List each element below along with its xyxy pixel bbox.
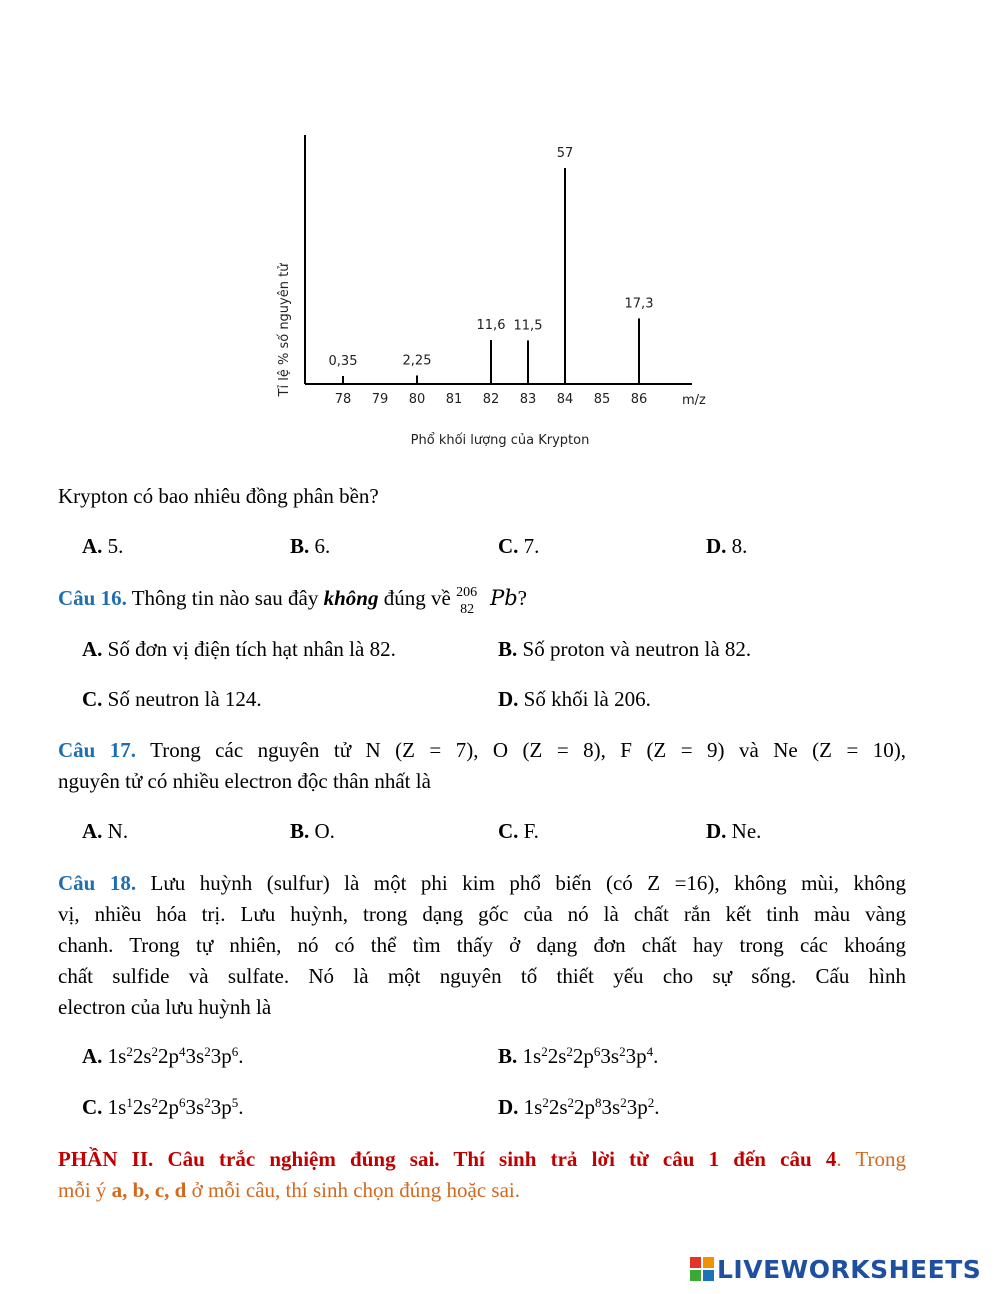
q15-option-d[interactable] (706, 531, 747, 561)
peak-label-80: 2,25 (402, 353, 432, 369)
logo-square-green (690, 1270, 701, 1281)
orbital: 3p (210, 1095, 232, 1119)
option-letter: A. (82, 534, 103, 558)
nuclide-mass-number: 206 (456, 585, 478, 600)
x-tick-label: 86 (630, 392, 648, 407)
orbital-electron-count: 2 (126, 1044, 133, 1059)
chart-title: Phổ khối lượng của Krypton (410, 433, 590, 448)
option-text: Số neutron là 124. (102, 687, 262, 711)
orbital: 3p (210, 1044, 232, 1068)
peak-label-78: 0,35 (328, 354, 358, 369)
option-letter: A. (82, 637, 103, 661)
orbital-electron-count: 2 (204, 1095, 211, 1110)
option-letter: D. (498, 1095, 519, 1119)
x-tick-label: 80 (408, 392, 426, 407)
option-letter: C. (82, 1095, 103, 1119)
y-axis-label: Tỉ lệ % số nguyên tử (277, 263, 292, 397)
q18-number: Câu 18. (58, 871, 137, 895)
orbital: 1s (523, 1095, 543, 1119)
part2-instruction-end: ở mỗi câu, thí sinh chọn đúng hoặc sai. (186, 1178, 520, 1202)
q16-emphasis: không (323, 586, 379, 610)
orbital: 2p (158, 1095, 180, 1119)
q17-option-b[interactable] (290, 816, 335, 846)
q17-stem-line-2: nguyên tử có nhiều electron độc thân nhất là (58, 769, 431, 793)
part2-heading: PHẦN II. Câu trắc nghiệm đúng sai. Thí sinh trả lời từ câu 1 đến câu 4 (58, 1147, 837, 1171)
orbital: 3s (600, 1044, 620, 1068)
q15-option-a[interactable] (82, 531, 123, 561)
q18-option-c[interactable]: C. $1s^12s^22p^63s^23p^5$. (82, 1095, 244, 1119)
krypton-mass-spectrum-chart (260, 130, 730, 460)
orbital: 2s (132, 1044, 152, 1068)
orbital-electron-count: 2 (151, 1095, 159, 1110)
x-tick-label: 85 (593, 392, 611, 407)
option-letter: C. (82, 687, 103, 711)
option-text: Ne. (726, 819, 762, 843)
electron-configuration (523, 1044, 654, 1068)
option-letter: A. (82, 819, 103, 843)
orbital: 3p (626, 1095, 648, 1119)
option-text: N. (102, 819, 129, 843)
q16-number: Câu 16. (58, 586, 127, 610)
orbital-electron-count: 8 (595, 1095, 602, 1110)
orbital: 2p (572, 1044, 594, 1068)
orbital: 2s (548, 1095, 568, 1119)
q16-stem (58, 583, 906, 617)
logo-square-orange (703, 1257, 714, 1268)
option-text: 8. (726, 534, 748, 558)
orbital-electron-count: 6 (593, 1044, 601, 1059)
q18-option-a[interactable]: A. $1s^22s^22p^43s^23p^6$. (82, 1044, 244, 1068)
peak-label-86: 17,3 (624, 296, 654, 312)
option-text: Số khối là 206. (518, 687, 651, 711)
orbital-electron-count: 1 (126, 1095, 133, 1110)
option-letter: D. (498, 687, 519, 711)
q16-option-a[interactable] (82, 634, 396, 664)
q15-option-c[interactable] (498, 531, 539, 561)
x-tick-label: 82 (482, 392, 500, 407)
q17-text: Trong các nguyên tử N (Z = 7), O (Z = 8), F (Z = 9) và Ne (Z = 10), (136, 738, 906, 762)
q17-option-d[interactable] (706, 816, 761, 846)
q15-stem: Krypton có bao nhiêu đồng phân bền? (58, 484, 379, 508)
orbital-electron-count: 2 (566, 1044, 573, 1059)
q18-stem-line-5: electron của lưu huỳnh là (58, 995, 272, 1019)
q16-question-mark: ? (517, 586, 527, 610)
orbital-electron-count: 6 (179, 1095, 186, 1110)
option-text: F. (518, 819, 539, 843)
q18-stem-line-2: vị, nhiều hóa trị. Lưu huỳnh, trong dạng gốc của nó là chất rắn kết tinh màu vàng (58, 902, 906, 926)
option-letter: C. (498, 819, 519, 843)
electron-configuration (108, 1095, 239, 1119)
orbital: 2p (574, 1095, 596, 1119)
orbital-electron-count: 4 (646, 1044, 654, 1059)
peak-label-83: 11,5 (513, 318, 543, 334)
orbital-electron-count: 2 (204, 1044, 211, 1059)
x-tick-label: 78 (334, 392, 352, 407)
orbital-electron-count: 2 (542, 1095, 549, 1110)
part2-letters: a, b, c, d (111, 1178, 187, 1202)
option-letter: B. (498, 1044, 518, 1068)
lead-nuclide (456, 584, 490, 617)
electron-configuration (524, 1095, 655, 1119)
option-text: Số proton và neutron là 82. (517, 637, 752, 661)
q18-option-b[interactable]: B. $1s^22s^22p^63s^23p^4$. (498, 1044, 659, 1068)
q16-text: Thông tin nào sau đây (126, 586, 324, 610)
option-text: Số đơn vị điện tích hạt nhân là 82. (102, 637, 396, 661)
q17-option-a[interactable] (82, 816, 128, 846)
part2-heading-line-2 (58, 1175, 906, 1205)
orbital-electron-count: 2 (567, 1095, 575, 1110)
logo-square-red (690, 1257, 701, 1268)
option-letter: A. (82, 1044, 103, 1068)
orbital: 1s (107, 1044, 127, 1068)
orbital-electron-count: 5 (231, 1095, 239, 1110)
q16-option-b[interactable] (498, 634, 751, 664)
option-letter: D. (706, 534, 727, 558)
option-letter: D. (706, 819, 727, 843)
q17-option-c[interactable] (498, 816, 539, 846)
peak-label-84: 57 (556, 146, 574, 161)
q17-number: Câu 17. (58, 738, 137, 762)
nuclide-symbol: Pb (490, 586, 518, 610)
orbital-electron-count: 2 (620, 1095, 627, 1110)
liveworksheets-logo[interactable] (690, 1252, 981, 1286)
orbital-electron-count: 2 (647, 1095, 655, 1110)
logo-text: LIVEWORKSHEETS (717, 1254, 982, 1284)
orbital: 3s (185, 1044, 205, 1068)
x-tick-label: 79 (371, 392, 389, 407)
orbital: 2s (132, 1095, 152, 1119)
orbital-electron-count: 4 (179, 1044, 186, 1059)
q18-stem-line-3: chanh. Trong tự nhiên, nó có thể tìm thấy ở dạng đơn chất hay trong các khoáng (58, 933, 906, 957)
part2-heading-line-1 (58, 1144, 906, 1174)
x-tick-label: 81 (445, 392, 463, 407)
orbital-electron-count: 2 (619, 1044, 626, 1059)
q18-stem-line-4: chất sulfide và sulfate. Nó là một nguyên tố thiết yếu cho sự sống. Cấu hình (58, 964, 906, 988)
option-letter: B. (290, 534, 310, 558)
orbital-electron-count: 2 (151, 1044, 159, 1059)
q16-option-c[interactable] (82, 684, 262, 714)
q17-stem-line-1 (58, 735, 906, 765)
nuclide-atomic-number: 82 (460, 602, 475, 617)
orbital: 2s (547, 1044, 567, 1068)
q16-option-d[interactable] (498, 684, 651, 714)
orbital: 3p (625, 1044, 647, 1068)
option-text: 6. (309, 534, 331, 558)
logo-mark-icon (690, 1257, 714, 1281)
orbital-electron-count: 2 (541, 1044, 548, 1059)
logo-square-blue (703, 1270, 714, 1281)
option-text: 7. (518, 534, 540, 558)
x-axis-label: m/z (682, 393, 706, 408)
x-tick-label: 84 (556, 392, 574, 407)
orbital: 2p (158, 1044, 180, 1068)
q18-stem-line-1 (58, 868, 906, 898)
peak-label-82: 11,6 (476, 318, 506, 334)
q18-option-d[interactable]: D. $1s^22s^22p^83s^23p^2$. (498, 1095, 660, 1119)
q18-text: Lưu huỳnh (sulfur) là một phi kim phổ biến (có Z =16), không mùi, không (136, 871, 906, 895)
part2-instruction-start: mỗi ý (58, 1178, 112, 1202)
x-tick-label: 83 (519, 392, 537, 407)
option-text: O. (309, 819, 335, 843)
orbital: 3s (185, 1095, 205, 1119)
orbital: 1s (522, 1044, 542, 1068)
option-text: 5. (102, 534, 124, 558)
option-letter: B. (498, 637, 518, 661)
orbital-electron-count: 6 (231, 1044, 239, 1059)
part2-instruction: . Trong (836, 1147, 907, 1171)
option-letter: B. (290, 819, 310, 843)
q15-option-b[interactable] (290, 531, 330, 561)
q16-text-after: đúng về (378, 586, 457, 610)
option-letter: C. (498, 534, 519, 558)
orbital: 3s (601, 1095, 621, 1119)
electron-configuration (108, 1044, 239, 1068)
orbital: 1s (107, 1095, 127, 1119)
